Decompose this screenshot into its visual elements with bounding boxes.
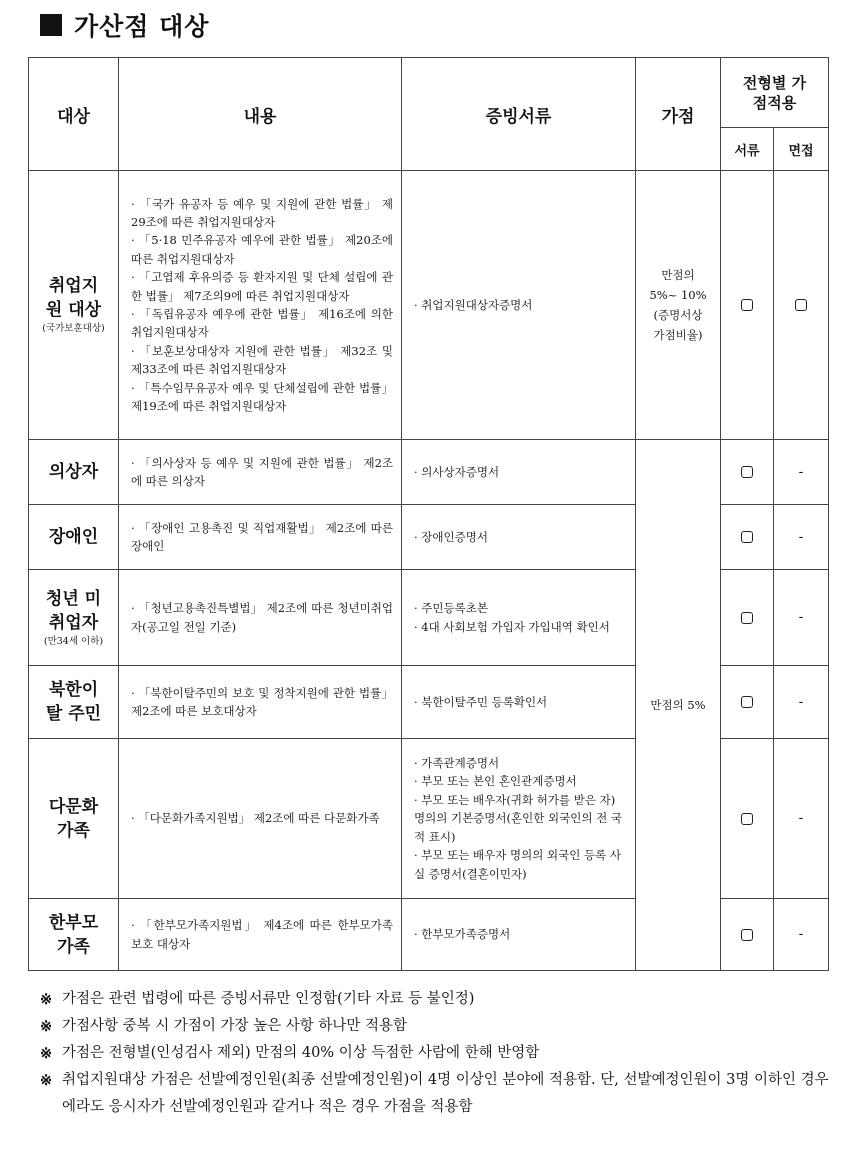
subject-label: 북한이탈 주민 bbox=[45, 680, 102, 724]
proof-cell bbox=[402, 505, 636, 570]
proof-line: · 의사상자증명서 bbox=[414, 464, 500, 479]
points-line: 만점의 bbox=[661, 268, 695, 282]
doc-mark-cell bbox=[721, 171, 774, 440]
interview-mark-cell: - bbox=[774, 739, 829, 899]
subject-cell bbox=[29, 505, 119, 570]
section-title bbox=[40, 8, 209, 42]
interview-mark-cell: - bbox=[774, 666, 829, 739]
content-cell bbox=[119, 739, 402, 899]
content-line: · 「의사상자 등 예우 및 지원에 관한 법률」 제2조에 따른 의상자 bbox=[131, 455, 393, 488]
content-line: · 「청년고용촉진특별법」 제2조에 따른 청년미취업자(공고일 전일 기준) bbox=[131, 601, 393, 634]
doc-mark-cell bbox=[721, 570, 774, 666]
note-item bbox=[40, 1013, 840, 1040]
table-row bbox=[29, 171, 829, 440]
interview-mark-cell: - bbox=[774, 440, 829, 505]
note-symbol: ※ bbox=[40, 1045, 53, 1062]
note-symbol: ※ bbox=[40, 991, 53, 1008]
table-row bbox=[29, 440, 829, 505]
interview-mark-cell: - bbox=[774, 505, 829, 570]
proof-cell bbox=[402, 171, 636, 440]
subject-label: 취업지원 대상 bbox=[45, 276, 102, 320]
proof-cell bbox=[402, 899, 636, 971]
doc-mark-cell bbox=[721, 739, 774, 899]
content-cell bbox=[119, 505, 402, 570]
proof-line: · 가족관계증명서 bbox=[414, 755, 500, 770]
subject-note: (국가보훈대상) bbox=[42, 323, 105, 334]
note-text: 가점사항 중복 시 가점이 가장 높은 사항 하나만 적용함 bbox=[62, 1018, 408, 1034]
doc-mark-cell bbox=[721, 440, 774, 505]
content-line: · 「고엽제 후유의증 등 환자지원 및 단체 설립에 관한 법률」 제7조의9에 따른 취업지원대상자 bbox=[131, 270, 393, 303]
subject-label: 의상자 bbox=[48, 462, 99, 482]
proof-line: · 4대 사회보험 가입자 가입내역 확인서 bbox=[414, 619, 610, 634]
proof-line: · 장애인증명서 bbox=[414, 529, 488, 544]
subject-cell bbox=[29, 440, 119, 505]
circle-mark-icon bbox=[741, 299, 753, 311]
note-text: 취업지원대상 가점은 선발예정인원(최종 선발예정인원)이 4명 이상인 분야에 적용함. 단, 선발예정인원이 3명 이하인 경우에라도 응시자가 선발예정인원과 같거나 적은 경우 가점을 적용함 bbox=[62, 1072, 829, 1115]
header-proof: 증빙서류 bbox=[402, 58, 636, 171]
content-line: · 「5·18 민주유공자 예우에 관한 법률」 제20조에 따른 취업지원대상자 bbox=[131, 233, 393, 266]
content-line: · 「북한이탈주민의 보호 및 정착지원에 관한 법률」 제2조에 따른 보호대상자 bbox=[131, 685, 393, 718]
subject-note: (만34세 이하) bbox=[43, 635, 104, 647]
subject-label: 한부모 가족 bbox=[48, 912, 99, 957]
circle-mark-icon bbox=[741, 813, 753, 825]
circle-mark-icon bbox=[741, 531, 753, 543]
note-text: 가점은 관련 법령에 따른 증빙서류만 인정함(기타 자료 등 불인정) bbox=[62, 991, 475, 1007]
interview-mark-cell: - bbox=[774, 899, 829, 971]
header-doc: 서류 bbox=[721, 128, 774, 171]
proof-line: · 한부모가족증명서 bbox=[414, 927, 511, 942]
proof-line: · 부모 또는 배우자 명의의 외국인 등록 사실 증명서(결혼이민자) bbox=[414, 848, 621, 881]
subject-cell bbox=[29, 899, 119, 971]
content-line: · 「독립유공자 예우에 관한 법률」 제16조에 의한 취업지원대상자 bbox=[131, 307, 393, 340]
header-subject: 대상 bbox=[29, 58, 119, 171]
points-line: 5%~ 10% bbox=[649, 288, 707, 302]
proof-cell bbox=[402, 570, 636, 666]
points-cell bbox=[636, 171, 721, 440]
doc-mark-cell bbox=[721, 666, 774, 739]
note-item bbox=[40, 1067, 840, 1121]
interview-mark-cell bbox=[774, 171, 829, 440]
square-bullet-icon bbox=[40, 14, 62, 36]
notes-list bbox=[40, 986, 840, 1121]
points-line: (증명서상 bbox=[653, 308, 703, 322]
note-item bbox=[40, 1040, 840, 1067]
content-cell bbox=[119, 899, 402, 971]
subject-label: 장애인 bbox=[48, 527, 99, 547]
subject-cell bbox=[29, 570, 119, 666]
proof-cell bbox=[402, 666, 636, 739]
proof-line: · 부모 또는 본인 혼인관계증명서 bbox=[414, 774, 577, 789]
content-cell bbox=[119, 666, 402, 739]
content-cell bbox=[119, 440, 402, 505]
proof-line: · 주민등록초본 bbox=[414, 601, 488, 615]
circle-mark-icon bbox=[741, 929, 753, 941]
header-interview: 면접 bbox=[774, 128, 829, 171]
circle-mark-icon bbox=[741, 696, 753, 708]
subject-cell bbox=[29, 666, 119, 739]
doc-mark-cell bbox=[721, 899, 774, 971]
bonus-points-table bbox=[28, 57, 829, 971]
circle-mark-icon bbox=[795, 299, 807, 311]
proof-cell bbox=[402, 440, 636, 505]
proof-line: · 취업지원대상자증명서 bbox=[414, 297, 533, 312]
content-line: · 「국가 유공자 등 예우 및 지원에 관한 법률」 제29조에 따른 취업지원대상자 bbox=[131, 196, 393, 229]
header-stage: 전형별 가점적용 bbox=[721, 58, 829, 128]
content-line: · 「다문화가족지원법」 제2조에 따른 다문화가족 bbox=[131, 811, 380, 826]
content-line: · 「한부모가족지원법」 제4조에 따른 한부모가족 보호 대상자 bbox=[131, 918, 393, 951]
header-content: 내용 bbox=[119, 58, 402, 171]
subject-cell bbox=[29, 171, 119, 440]
circle-mark-icon bbox=[741, 466, 753, 478]
points-line: 가점비율) bbox=[653, 328, 703, 342]
subject-label: 다문화 가족 bbox=[48, 796, 99, 841]
subject-label: 청년 미취업자 bbox=[45, 588, 102, 633]
note-item bbox=[40, 986, 840, 1013]
doc-mark-cell bbox=[721, 505, 774, 570]
shared-points-cell: 만점의 5% bbox=[636, 440, 721, 971]
subject-cell bbox=[29, 739, 119, 899]
proof-line: · 북한이탈주민 등록확인서 bbox=[414, 694, 548, 709]
proof-line: · 부모 또는 배우자(귀화 허가를 받은 자) 명의의 기본증명서(혼인한 외국인의 전 국적 표시) bbox=[414, 792, 622, 844]
header-points: 가점 bbox=[636, 58, 721, 171]
content-cell bbox=[119, 570, 402, 666]
section-title-text: 가산점 대상 bbox=[74, 12, 210, 41]
content-line: · 「보훈보상대상자 지원에 관한 법률」 제32조 및 제33조에 따른 취업지원대상자 bbox=[131, 343, 393, 377]
note-text: 가점은 전형별(인성검사 제외) 만점의 40% 이상 득점한 사람에 한해 반영함 bbox=[62, 1045, 540, 1061]
note-symbol: ※ bbox=[40, 1018, 53, 1035]
interview-mark-cell: - bbox=[774, 570, 829, 666]
circle-mark-icon bbox=[741, 612, 753, 624]
content-cell bbox=[119, 171, 402, 440]
proof-cell bbox=[402, 739, 636, 899]
note-symbol: ※ bbox=[40, 1072, 53, 1089]
content-line: · 「장애인 고용촉진 및 직업재활법」 제2조에 따른 장애인 bbox=[131, 520, 393, 553]
content-line: · 「특수임무유공자 예우 및 단체설립에 관한 법률」 제19조에 따른 취업지원대상자 bbox=[131, 380, 393, 414]
